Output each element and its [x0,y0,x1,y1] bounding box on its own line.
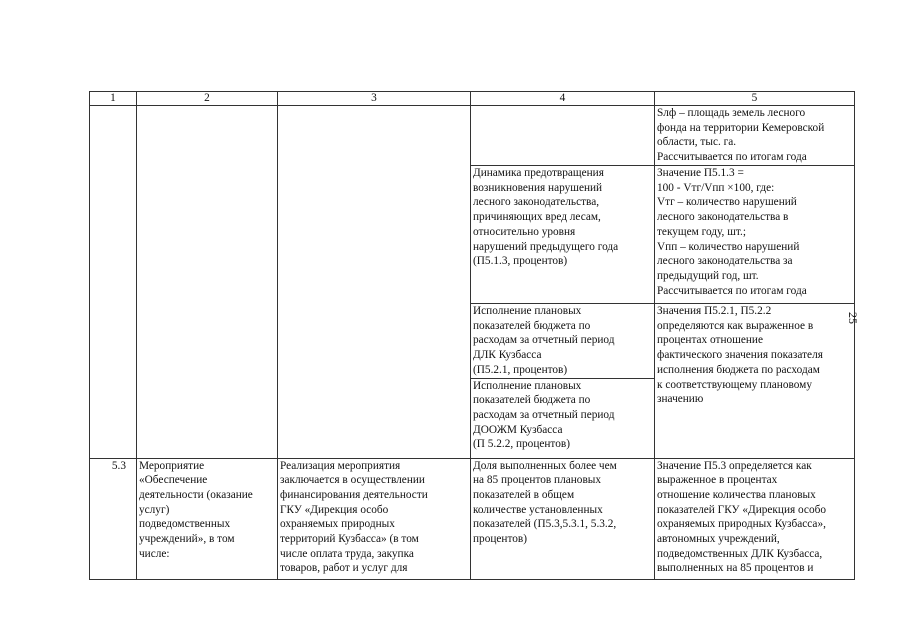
indicator-cell: Динамика предотвращения возникновения нарушений лесного законодательства, причиняющих вред лесам, относительно уровня нарушений предыдущего года (П5.1.3, процентов) [471,166,655,304]
column-number: 4 [471,92,655,106]
indicator-cell [471,106,655,166]
formula-cell: Значение П5.1.3 = 100 - Vтг/Vпп ×100, где: Vтг – количество нарушений лесного законодательства в текущем году, шт.; Vпп – количество нарушений лесного законодательства за предыдущий год, шт. Рассчитывается по итогам года [655,166,855,304]
description-cell: Реализация мероприятия заключается в осуществлении финансирования деятельности ГКУ «Дирекция особо охраняемых природных территорий Кузбасса» (в том числе оплата труда, закупка товаров, работ и услуг для [278,458,471,579]
column-number: 3 [278,92,471,106]
formula-cell: Sлф – площадь земель лесного фонда на территории Кемеровской области, тыс. га. Рассчитывается по итогам года [655,106,855,166]
measure-cell: Мероприятие «Обеспечение деятельности (оказание услуг) подведомственных учреждений», в том числе: [137,458,278,579]
page-number: 25 [846,312,860,324]
column-number: 5 [655,92,855,106]
column-number: 1 [90,92,137,106]
column-number: 2 [137,92,278,106]
number-cell [90,106,137,459]
number-cell: 5.3 [90,458,137,579]
indicator-cell: Исполнение плановых показателей бюджета по расходам за отчетный период ДООЖМ Кузбасса (П 5.2.2, процентов) [471,378,655,458]
formula-cell: Значение П5.3 определяется как выраженное в процентах отношение количества плановых показателей ГКУ «Дирекция особо охраняемых природных Кузбасса», автономных учреждений, подведомственных ДЛК Кузбасса, выполненных на 85 процентов и [655,458,855,579]
indicator-cell: Исполнение плановых показателей бюджета по расходам за отчетный период ДЛК Кузбасса (П5.2.1, процентов) [471,304,655,379]
description-cell [278,106,471,459]
measure-cell [137,106,278,459]
indicator-cell: Доля выполненных более чем на 85 процентов плановых показателей в общем количестве установленных показателей (П5.3,5.3.1, 5.3.2, процентов) [471,458,655,579]
table-row [90,458,855,579]
measures-table [89,91,855,580]
formula-cell: Значения П5.2.1, П5.2.2 определяются как выраженное в процентах отношение фактического значения показателя исполнения бюджета по расходам к соответствующему плановому значению [655,304,855,459]
table-row [90,106,855,166]
column-number-row [90,92,855,106]
